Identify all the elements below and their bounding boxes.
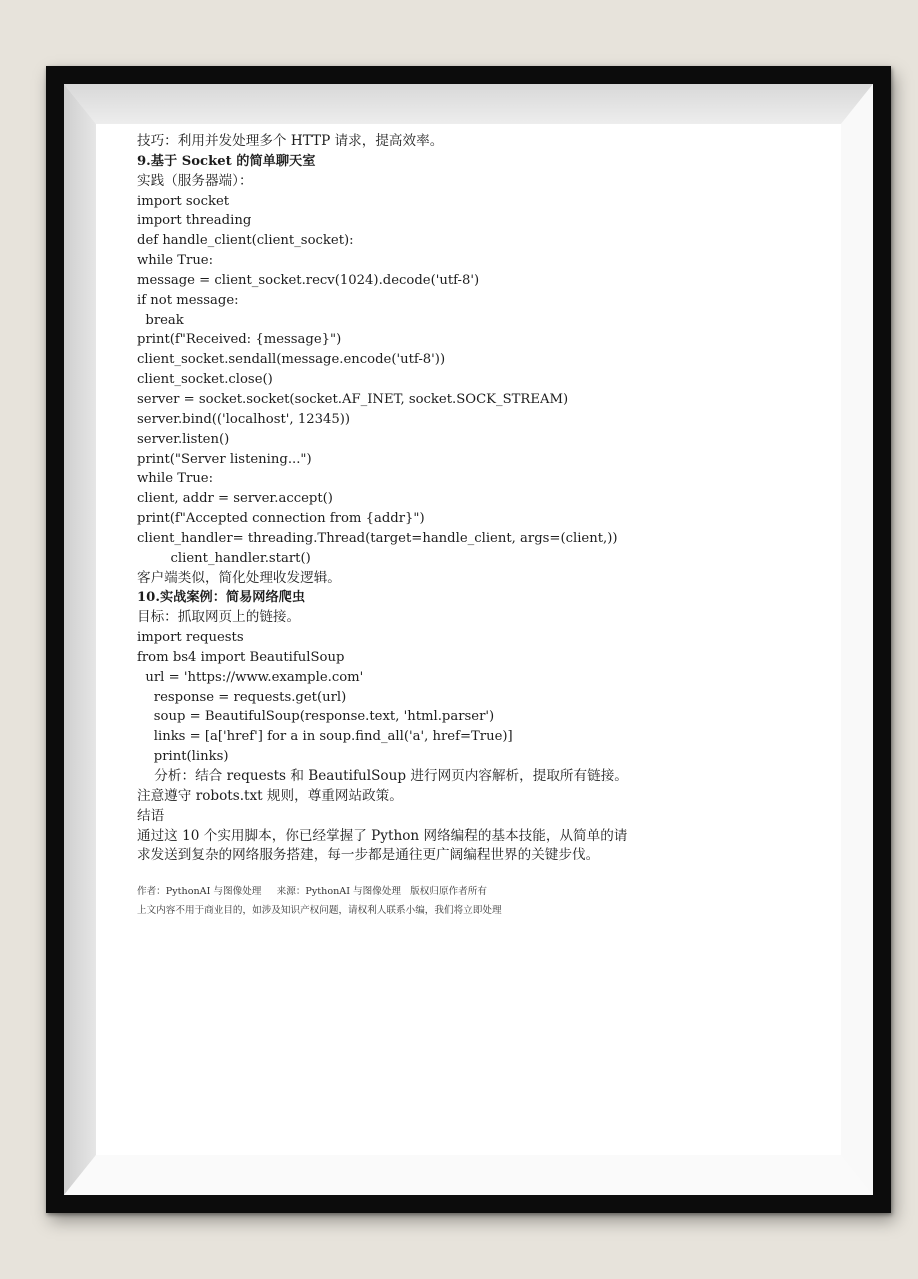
text-line: 结语 (137, 807, 165, 824)
text-line: 技巧：利用并发处理多个 HTTP 请求，提高效率。 (137, 133, 444, 149)
text-line: 实践（服务器端）： (137, 172, 253, 189)
section-heading: 9.基于 Socket 的简单聊天室 (137, 153, 316, 169)
code-line: soup = BeautifulSoup(response.text, 'html.parser') (137, 709, 495, 725)
code-line: def handle_client(client_socket): (137, 233, 354, 249)
text-lines (137, 132, 697, 866)
code-line: client_socket.sendall(message.encode('utf-8')) (137, 352, 446, 368)
code-line: client_handler= threading.Thread(target=handle_client, args=(client,)) (137, 530, 618, 546)
code-line: response = requests.get(url) (137, 689, 347, 705)
code-line: server = socket.socket(socket.AF_INET, socket.SOCK_STREAM) (137, 391, 569, 407)
code-line: server.bind(('localhost', 12345)) (137, 411, 351, 427)
document-content (137, 132, 697, 920)
text-line: 通过这 10 个实用脚本，你已经掌握了 Python 网络编程的基本技能，从简单的请 (137, 827, 628, 844)
code-line: import requests (137, 630, 244, 646)
text-line: 目标：抓取网页上的链接。 (137, 609, 301, 626)
code-line: client_socket.close() (137, 372, 273, 388)
text-line: 分析：结合 requests 和 BeautifulSoup 进行网页内容解析，提取所有链接。 (137, 768, 628, 784)
code-line: print(f"Received: {message}") (137, 332, 342, 348)
footer-gap (137, 866, 697, 882)
text-line: 客户端类似，简化处理收发逻辑。 (137, 569, 341, 586)
mat-bevel-left (64, 84, 96, 1195)
mat-bevel-top (64, 84, 873, 124)
code-line: print(f"Accepted connection from {addr}") (137, 511, 425, 527)
code-line: while True: (137, 471, 214, 487)
code-line: server.listen() (137, 431, 230, 447)
code-line: client_handler.start() (137, 550, 311, 566)
code-line: print(links) (137, 749, 229, 765)
code-line: if not message: (137, 292, 239, 308)
code-line: break (137, 312, 184, 328)
code-line: links = [a['href'] for a in soup.find_all('a', href=True)] (137, 729, 513, 745)
code-line: print("Server listening...") (137, 451, 312, 467)
text-line: 求发送到复杂的网络服务搭建，每一步都是通往更广阔编程世界的关键步伐。 (137, 847, 600, 864)
code-line: url = 'https://www.example.com' (137, 669, 364, 685)
code-line: from bs4 import BeautifulSoup (137, 649, 345, 665)
code-line: while True: (137, 253, 214, 269)
section-heading: 10.实战案例：简易网络爬虫 (137, 590, 306, 606)
mat-bevel-right (841, 84, 873, 1195)
footer-credit: 作者：PythonAI 与图像处理 来源：PythonAI 与图像处理 版权归原作者所有 (137, 886, 487, 898)
code-line: import socket (137, 193, 230, 209)
text-line: 注意遵守 robots.txt 规则，尊重网站政策。 (137, 787, 403, 804)
mat-bevel-bottom (64, 1155, 873, 1195)
footer-notice: 上文内容不用于商业目的，如涉及知识产权问题，请权利人联系小编，我们将立即处理 (137, 905, 502, 917)
code-line: import threading (137, 213, 252, 229)
code-line: message = client_socket.recv(1024).decode('utf-8') (137, 272, 480, 288)
code-line: client, addr = server.accept() (137, 491, 333, 507)
